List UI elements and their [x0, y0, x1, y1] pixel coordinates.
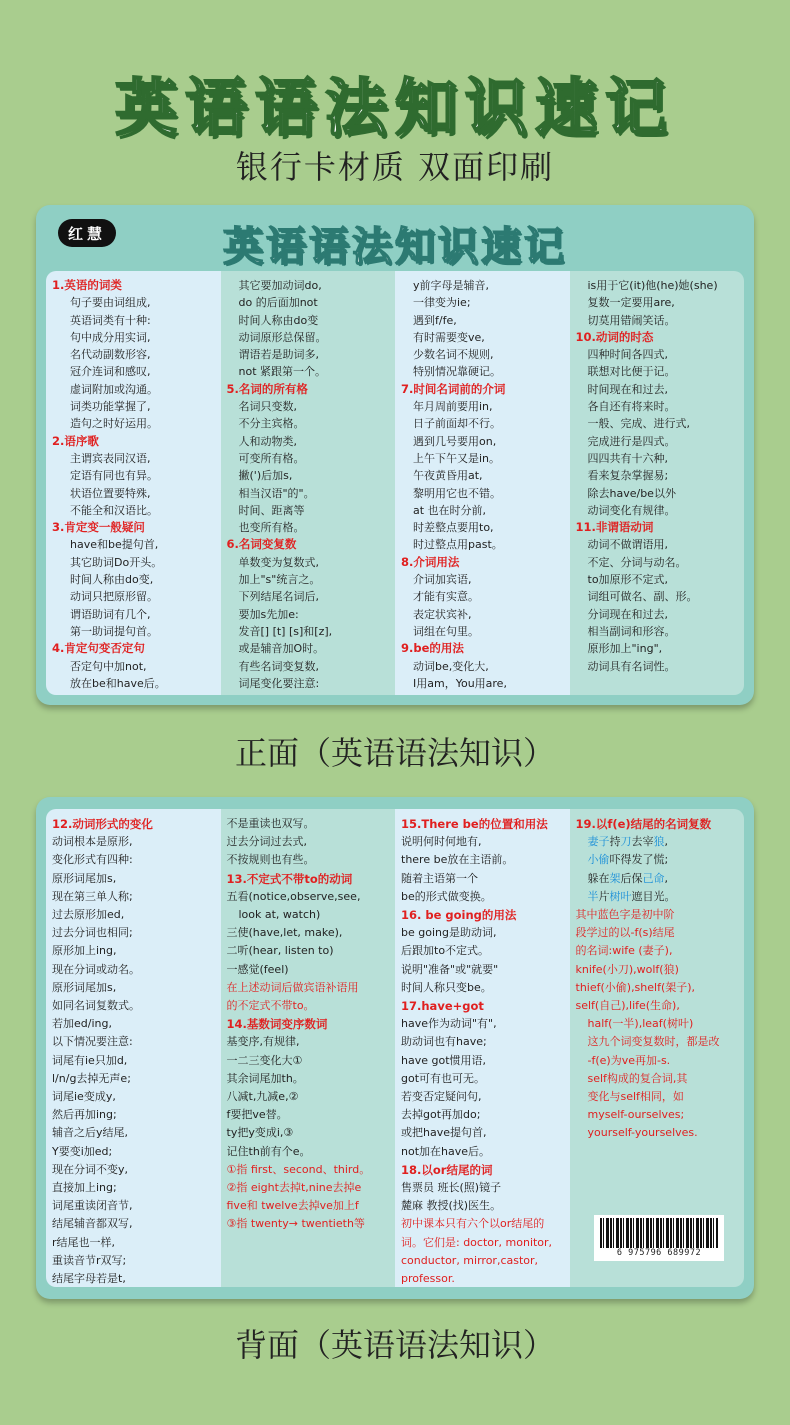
poem-line — [576, 888, 739, 906]
text-line: 基变序,有规律, — [226, 1035, 300, 1049]
text-line: not加在have后。 — [401, 1144, 491, 1158]
text-line: 以下情况要注意: — [52, 1035, 133, 1049]
text-line: 切莫用错闹笑话。 — [587, 313, 676, 327]
poem-segment: 狼 — [653, 835, 665, 849]
text-line: ③指 twenty→ twentieth等 — [226, 1217, 365, 1231]
main-title: 英语语法知识速记 — [114, 71, 675, 144]
text-line: have got惯用语, — [401, 1053, 487, 1067]
text-line: 一般、完成、进行式, — [587, 417, 690, 431]
section-heading: 13.不定式不带to的动词 — [226, 871, 353, 886]
text-line: 不分主宾格。 — [238, 417, 305, 431]
text-line: at 也在时分前, — [413, 503, 487, 517]
text-line: 第一助词提句首。 — [70, 624, 158, 638]
text-line: ①指 first、second、third。 — [226, 1162, 371, 1176]
text-line: ty把y变成i,③ — [226, 1126, 294, 1140]
section-heading: 7.时间名词前的介词 — [401, 381, 506, 396]
text-line: 分词现在和过去, — [587, 607, 668, 621]
text-line: 造句之时好运用。 — [70, 417, 158, 431]
text-line: 一二三变化大① — [226, 1053, 303, 1067]
poem-segment: 妻子 — [587, 835, 610, 849]
text-line: 动词be,变化大, — [413, 659, 489, 673]
text-line: 去掉got再加do; — [401, 1108, 481, 1122]
text-line: self(自己),life(生命), — [575, 999, 680, 1013]
text-line: 词尾有ie只加d, — [52, 1053, 128, 1067]
text-line: yourself-yourselves. — [587, 1126, 698, 1140]
text-line: 撇(')后加s, — [238, 469, 293, 483]
text-line: 时间人称由do变 — [238, 313, 319, 327]
text-line: 否定句中加not, — [70, 659, 147, 673]
text-line: l/n/g去掉无声e; — [52, 1071, 131, 1085]
text-line: 联想对比便于记。 — [587, 365, 676, 379]
text-line: 相当副词和形容。 — [587, 624, 676, 638]
text-line: 四种时间各四式, — [587, 348, 668, 362]
text-line: to加原形不定式, — [587, 573, 669, 587]
poem-segment: 小偷 — [587, 853, 610, 867]
text-line: 日子前面却不行。 — [413, 417, 501, 431]
text-line: 过去原形加ed, — [52, 908, 125, 922]
front-column-4 — [570, 271, 745, 695]
text-line: 一律变为ie; — [413, 296, 471, 310]
text-line: 复数一定要用are, — [587, 296, 675, 310]
section-heading: 2.语序歌 — [52, 433, 99, 448]
text-line: 冠介连词和感叹, — [70, 365, 151, 379]
text-line: 三使(have,let, make), — [226, 926, 343, 940]
text-line: 售票员 班长(照)镜子 — [401, 1181, 502, 1195]
text-line: 可变所有格。 — [238, 451, 305, 465]
poem-segment: 遮目光。 — [631, 889, 676, 903]
text-line: 人和动物类, — [238, 434, 297, 448]
section-heading: 3.肯定变一般疑问 — [52, 520, 145, 535]
text-line: 不是重读也双写。 — [226, 817, 315, 830]
text-line: 时间人称由do变, — [70, 573, 154, 587]
text-line: 单数变为复数式, — [238, 555, 319, 569]
text-line: five和 twelve去掉ve加上f — [226, 1199, 359, 1213]
text-line: 然后再加ing; — [52, 1108, 117, 1122]
text-line: 过去分词过去式, — [226, 835, 307, 849]
text-line: 动词只把原形留。 — [70, 590, 158, 604]
back-column-2 — [221, 809, 396, 1287]
text-line: 现在分词或动名。 — [52, 962, 140, 976]
section-heading: 14.基数词变序数词 — [226, 1017, 328, 1032]
text-line: be的形式做变换。 — [401, 889, 492, 903]
barcode — [594, 1215, 724, 1261]
text-line: 不定、分词与动名。 — [587, 555, 687, 569]
text-line: myself-ourselves; — [587, 1108, 685, 1122]
text-line: 黎明用它也不错。 — [413, 486, 501, 500]
text-line: 不按规则也有些。 — [226, 853, 315, 867]
text-line: 一感觉(feel) — [226, 962, 289, 976]
poem-segment: 片 — [598, 889, 610, 903]
poem-line — [576, 870, 739, 888]
section-heading: 1.英语的词类 — [52, 278, 122, 292]
section-heading: 18.以or结尾的词 — [401, 1162, 493, 1177]
front-card — [36, 205, 754, 705]
back-caption: 背面（英语语法知识） — [234, 1326, 555, 1364]
text-line: 特别情况靠硬记。 — [413, 365, 501, 379]
text-line: 说明"准备"或"就要" — [401, 962, 499, 976]
text-line: 若变否定疑问句, — [401, 1090, 482, 1104]
front-column-2 — [221, 271, 396, 695]
section-heading: 11.非谓语动词 — [575, 520, 654, 535]
text-line: 的名词:wife (妻子), — [575, 944, 673, 958]
text-line: 加上"s"统言之。 — [238, 573, 321, 587]
poem-line — [576, 833, 739, 851]
text-line: 发音[] [t] [s]和[z], — [238, 624, 333, 638]
text-line: 时间、距离等 — [238, 503, 305, 517]
text-line: 变化形式有四种: — [52, 853, 133, 867]
text-line: 英语词类有十种: — [70, 313, 151, 327]
text-line: have和be提句首, — [70, 538, 159, 552]
text-line: 词尾变化要注意: — [238, 676, 320, 690]
front-panel — [46, 271, 744, 695]
text-line: 词。它们是: doctor, monitor, — [401, 1235, 553, 1249]
text-line: 词组可做名、副、形。 — [587, 590, 698, 604]
text-line: 词尾ie变成y, — [52, 1090, 116, 1104]
text-line: 词尾重读闭音节, — [52, 1199, 133, 1213]
text-line: 词类功能掌握了, — [70, 400, 151, 414]
text-line: 现在第三单人称; — [52, 889, 133, 903]
text-line: 原形加上"ing", — [587, 642, 663, 656]
text-line: 直接加上ing; — [52, 1181, 117, 1195]
text-line: knife(小刀),wolf(狼) — [575, 962, 679, 976]
text-line: 名词只变数, — [238, 400, 297, 414]
front-column-3 — [395, 271, 570, 695]
text-line: 其它要加动词do, — [238, 279, 322, 292]
text-line: look at, watch) — [238, 908, 321, 922]
section-heading: 8.介词用法 — [401, 554, 460, 569]
text-line: 四四共有十六种, — [587, 451, 668, 465]
poem-segment: 去宰 — [631, 835, 654, 849]
poem-line — [576, 851, 739, 869]
section-heading: 19.以f(e)结尾的名词复数 — [575, 817, 712, 831]
section-heading: 12.动词形式的变化 — [52, 817, 153, 831]
brand-logo: 红慧 — [58, 219, 116, 247]
text-line: 现在分词不变y, — [52, 1162, 129, 1176]
text-line: 麓麻 教授(找)医生。 — [401, 1199, 502, 1213]
text-line: 词组在句里。 — [413, 624, 479, 638]
text-line: conductor, mirror,castor, — [401, 1253, 539, 1267]
text-line: 段学过的以-f(s)结尾 — [575, 926, 675, 940]
text-line: 定语有同也有异。 — [70, 469, 158, 483]
text-line: 句中成分用实词, — [70, 330, 151, 344]
poem-segment: 己命 — [642, 871, 665, 885]
text-line: 看来复杂掌握易; — [587, 469, 669, 483]
text-line: 原形加上ing, — [52, 944, 117, 958]
text-line: 上午下午又是in。 — [413, 451, 501, 465]
text-line: 动词原形总保留。 — [238, 330, 327, 344]
text-line: 时差整点要用to, — [413, 521, 494, 535]
text-line: self构成的复合词,其 — [587, 1071, 688, 1085]
section-heading: 17.have+got — [401, 999, 484, 1014]
text-line: have作为动词"有", — [401, 1017, 497, 1031]
text-line: 句子要由词组成, — [70, 296, 151, 310]
text-line: 如同名词复数式。 — [52, 999, 140, 1013]
front-caption: 正面（英语语法知识） — [234, 734, 555, 772]
text-line: do 的后面加not — [238, 296, 318, 310]
text-line: 有些名词变复数, — [238, 659, 319, 673]
text-line: 在上述动词后做宾语补语用 — [226, 980, 359, 994]
text-line: professor. — [401, 1272, 455, 1286]
card-title: 英语语法知识速记 — [223, 224, 567, 270]
text-line: 或是辅音加O时。 — [238, 642, 325, 656]
text-line: 介词加宾语, — [413, 573, 472, 587]
poem-segment: , — [664, 871, 668, 885]
poem-segment: 后保 — [620, 871, 643, 885]
text-line: 动词变化有规律。 — [587, 503, 676, 517]
text-line: 变化与self相同，如 — [587, 1090, 684, 1104]
text-line: 状语位置要特殊, — [70, 486, 151, 500]
poem-segment: 吓得发了慌; — [609, 853, 669, 867]
barcode-bars — [600, 1218, 718, 1248]
text-line: 记住th前有个e。 — [226, 1144, 311, 1158]
text-line: 过去分词也相同; — [52, 926, 133, 940]
text-line: 其它助词Do开头。 — [70, 555, 163, 569]
text-line: 或把have提句首, — [401, 1126, 487, 1140]
poem-segment: 半 — [587, 889, 599, 903]
text-line: 原形词尾加s, — [52, 871, 117, 885]
poem-segment: 持 — [609, 835, 621, 849]
text-line: 也变所有格。 — [238, 521, 305, 535]
text-line: be going是助动词, — [401, 926, 497, 940]
text-line: I用am，You用are, — [413, 676, 507, 690]
back-column-3 — [395, 809, 570, 1287]
text-line: 动词具有名词性。 — [587, 659, 676, 673]
section-heading: 10.动词的时态 — [575, 329, 654, 344]
text-line: 各自还有将来时。 — [587, 400, 676, 414]
text-line: 结尾辅音都双写, — [52, 1217, 133, 1231]
text-line: 八减t,九减e,② — [226, 1090, 299, 1104]
text-line: got可有也可无。 — [401, 1071, 486, 1085]
text-line: 主谓宾表同汉语, — [70, 451, 151, 465]
text-line: 这九个词变复数时，都是改 — [587, 1035, 720, 1049]
section-heading: 5.名词的所有格 — [226, 381, 308, 396]
back-card — [36, 797, 754, 1299]
text-line: 初中课本只有六个以or结尾的 — [401, 1217, 545, 1231]
text-line: 助动词也有have; — [401, 1035, 487, 1049]
text-line: 二听(hear, listen to) — [226, 944, 334, 958]
text-line: 后跟加to不定式。 — [401, 944, 490, 958]
text-line: 除去have/be以外 — [587, 486, 676, 500]
poem-segment: 躲在 — [587, 871, 610, 885]
text-line: 放在be和have后。 — [70, 676, 166, 690]
text-line: -f(e)为ve再加-s. — [587, 1053, 671, 1067]
text-line: 下列结尾名词后, — [238, 590, 319, 604]
back-column-1 — [46, 809, 221, 1287]
text-line: 表定状宾补, — [413, 607, 472, 621]
text-line: 年月周前要用in, — [413, 400, 493, 414]
subtitle: 银行卡材质 双面印刷 — [235, 148, 555, 186]
text-line: 不能全和汉语比。 — [70, 503, 158, 517]
section-heading: 15.There be的位置和用法 — [401, 817, 548, 831]
poem-segment: , — [664, 835, 668, 849]
text-line: not 紧跟第一个。 — [238, 365, 327, 379]
barcode-number: 6 975796 689972 — [616, 1248, 702, 1258]
text-line: f要把ve替。 — [226, 1108, 288, 1122]
text-line: is用于它(it)他(he)她(she) — [587, 279, 718, 292]
text-line: ②指 eight去掉t,nine去掉e — [226, 1181, 362, 1195]
text-line: 动词不做谓语用, — [587, 538, 668, 552]
text-line: 时间人称只变be。 — [401, 980, 492, 994]
text-line: 若加ed/ing, — [52, 1017, 112, 1031]
text-line: 遇到f/fe, — [413, 313, 457, 327]
text-line: there be放在主语前。 — [401, 853, 514, 867]
text-line: thief(小偷),shelf(架子), — [575, 980, 696, 994]
poem-segment: 树叶 — [609, 889, 632, 903]
text-line: 谓语若是助词多, — [238, 348, 319, 362]
text-line: 少数名词不规则, — [413, 348, 494, 362]
poem-segment: 刀 — [620, 835, 632, 849]
text-line: 完成进行是四式。 — [587, 434, 676, 448]
text-line: 原形词尾加s, — [52, 980, 117, 994]
text-line: 动词根本是原形, — [52, 835, 133, 849]
section-heading: 4.肯定句变否定句 — [52, 641, 145, 656]
text-line: 其中蓝色字是初中阶 — [575, 908, 675, 922]
section-heading: 9.be的用法 — [401, 641, 464, 656]
section-heading: 6.名词变复数 — [226, 537, 297, 552]
text-line: 名代动副数形容, — [70, 348, 151, 362]
text-line: 重读音节r双写; — [52, 1253, 127, 1267]
text-line: 其余词尾加th。 — [226, 1071, 304, 1085]
text-line: 午夜黄昏用at, — [413, 469, 483, 483]
text-line: half(一半),leaf(树叶) — [587, 1017, 694, 1031]
text-line: 要加s先加e: — [238, 607, 299, 621]
text-line: Y要变i加ed; — [52, 1144, 113, 1158]
text-line: 遇到几号要用on, — [413, 434, 497, 448]
text-line: y前字母是辅音, — [413, 279, 490, 292]
text-line: 虚词附加或沟通。 — [70, 382, 158, 396]
text-line: 说明何时何地有, — [401, 835, 482, 849]
text-line: 谓语助词有几个, — [70, 607, 151, 621]
text-line: 五看(notice,observe,see, — [226, 889, 361, 903]
text-line: 有时需要变ve, — [413, 330, 485, 344]
text-line: 的不定式不带to。 — [226, 999, 315, 1013]
text-line: r结尾也一样, — [52, 1235, 116, 1249]
text-line: 时过整点用past。 — [413, 538, 503, 552]
section-heading: 16. be going的用法 — [401, 908, 517, 923]
text-line: 结尾字母若是t, — [52, 1272, 126, 1286]
text-line: 时间现在和过去, — [587, 382, 668, 396]
front-column-1 — [46, 271, 221, 695]
poem-segment: 架 — [609, 871, 621, 885]
text-line: 随着主语第一个 — [401, 871, 478, 885]
text-line: 相当汉语"的"。 — [238, 486, 315, 500]
text-line: 辅音之后y结尾, — [52, 1126, 129, 1140]
text-line: 才能有实意。 — [413, 590, 479, 604]
